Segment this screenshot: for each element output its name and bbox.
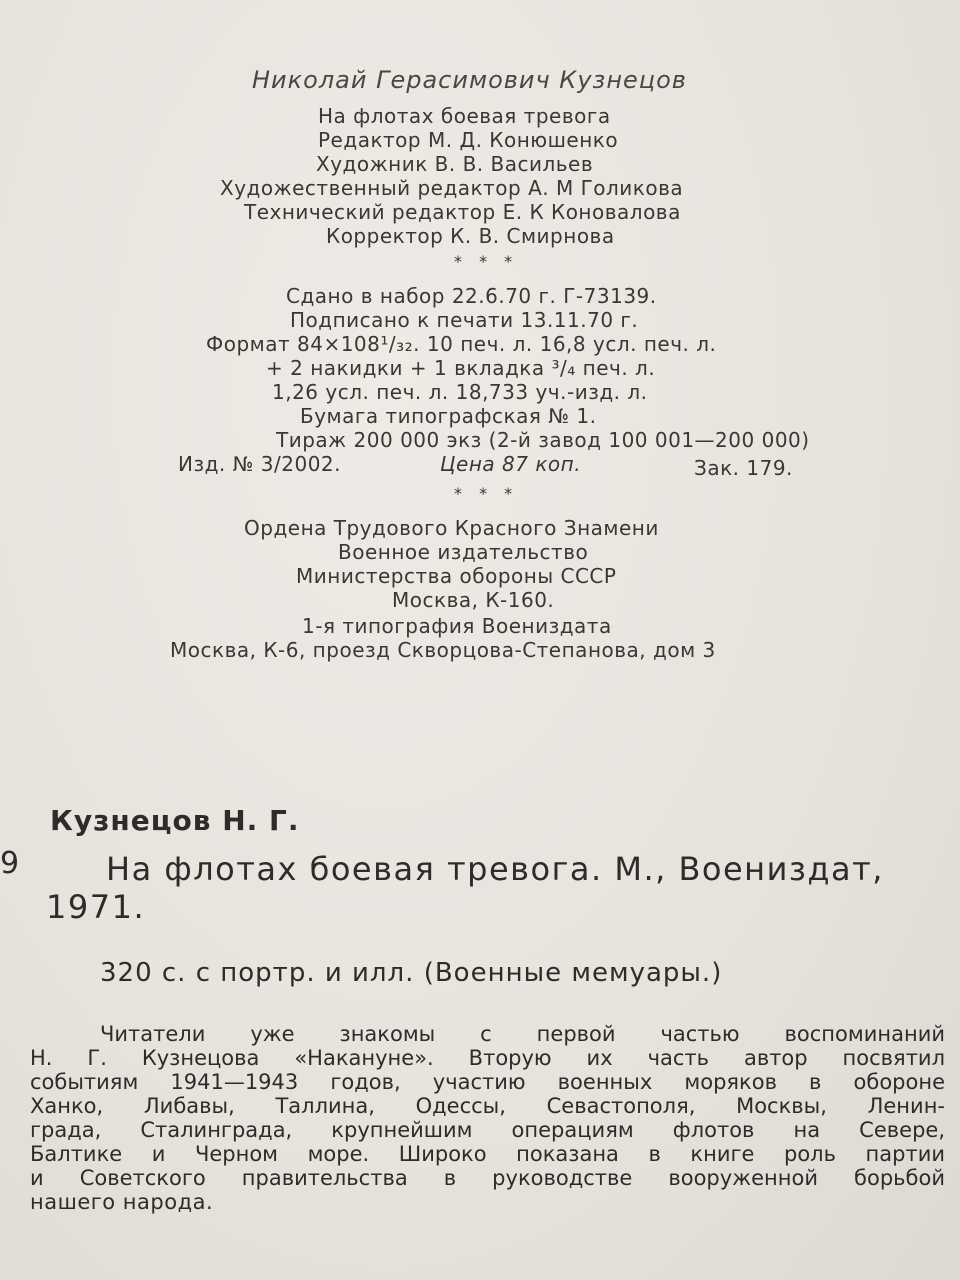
imprint-typeset: Сдано в набор 22.6.70 г. Г-73139. [286, 284, 657, 308]
annotation-line: Балтике и Черном море. Широко показана в книге роль партии [30, 1142, 945, 1166]
annotation-line: событиям 1941—1943 годов, участию военных моряков в обороне [30, 1070, 945, 1094]
imprint-proofreader: Корректор К. В. Смирнова [326, 224, 615, 248]
bib-index: 9 [0, 846, 20, 881]
imprint-separator-2: * * * [454, 484, 519, 503]
imprint-printer-2: Москва, К-6, проезд Скворцова-Степанова, дом 3 [170, 638, 716, 662]
imprint-edition-no: Изд. № 3/2002. [178, 452, 342, 476]
annotation-line-last: нашего народа. [30, 1190, 214, 1214]
imprint-art-editor: Художественный редактор А. М Голикова [220, 176, 684, 200]
imprint-sheets: 1,26 усл. печ. л. 18,733 уч.-изд. л. [272, 380, 648, 404]
bib-pages: 320 с. с портр. и илл. (Военные мемуары.) [100, 958, 723, 988]
bib-author: Кузнецов Н. Г. [50, 804, 300, 837]
imprint-tech-editor: Технический редактор Е. К Коновалова [244, 200, 681, 224]
imprint-publisher-3: Министерства обороны СССР [296, 564, 617, 588]
imprint-printer-1: 1-я типография Воениздата [302, 614, 612, 638]
imprint-format: Формат 84×108¹/₃₂. 10 печ. л. 16,8 усл. печ. л. [206, 332, 717, 356]
imprint-signed: Подписано к печати 13.11.70 г. [290, 308, 639, 332]
bib-title-line-1: На флотах боевая тревога. М., Воениздат, [106, 850, 884, 888]
imprint-separator: * * * [454, 252, 519, 271]
imprint-publisher-4: Москва, К-160. [392, 588, 555, 612]
imprint-title: На флотах боевая тревога [318, 104, 611, 128]
imprint-price: Цена 87 коп. [440, 452, 582, 476]
imprint-author: Николай Герасимович Кузнецов [252, 66, 687, 94]
annotation-line: града, Сталинграда, крупнейшим операциям флотов на Севере, [30, 1118, 945, 1142]
imprint-publisher-2: Военное издательство [338, 540, 589, 564]
imprint-inserts: + 2 накидки + 1 вкладка ³/₄ печ. л. [266, 356, 656, 380]
imprint-publisher-1: Ордена Трудового Красного Знамени [244, 516, 659, 540]
annotation-line: Читатели уже знакомы с первой частью воспоминаний [100, 1022, 945, 1046]
imprint-artist: Художник В. В. Васильев [316, 152, 594, 176]
annotation-line: и Советского правительства в руководстве вооруженной борьбой [30, 1166, 945, 1190]
imprint-editor: Редактор М. Д. Конюшенко [318, 128, 619, 152]
imprint-print-run: Тираж 200 000 экз (2-й завод 100 001—200 000) [276, 428, 810, 452]
imprint-order: Зак. 179. [694, 456, 793, 480]
imprint-paper: Бумага типографская № 1. [300, 404, 597, 428]
annotation-line: Ханко, Либавы, Таллина, Одессы, Севастополя, Москвы, Ленин- [30, 1094, 945, 1118]
bib-title-line-2: 1971. [46, 888, 146, 926]
annotation-line: Н. Г. Кузнецова «Накануне». Вторую их часть автор посвятил [30, 1046, 945, 1070]
